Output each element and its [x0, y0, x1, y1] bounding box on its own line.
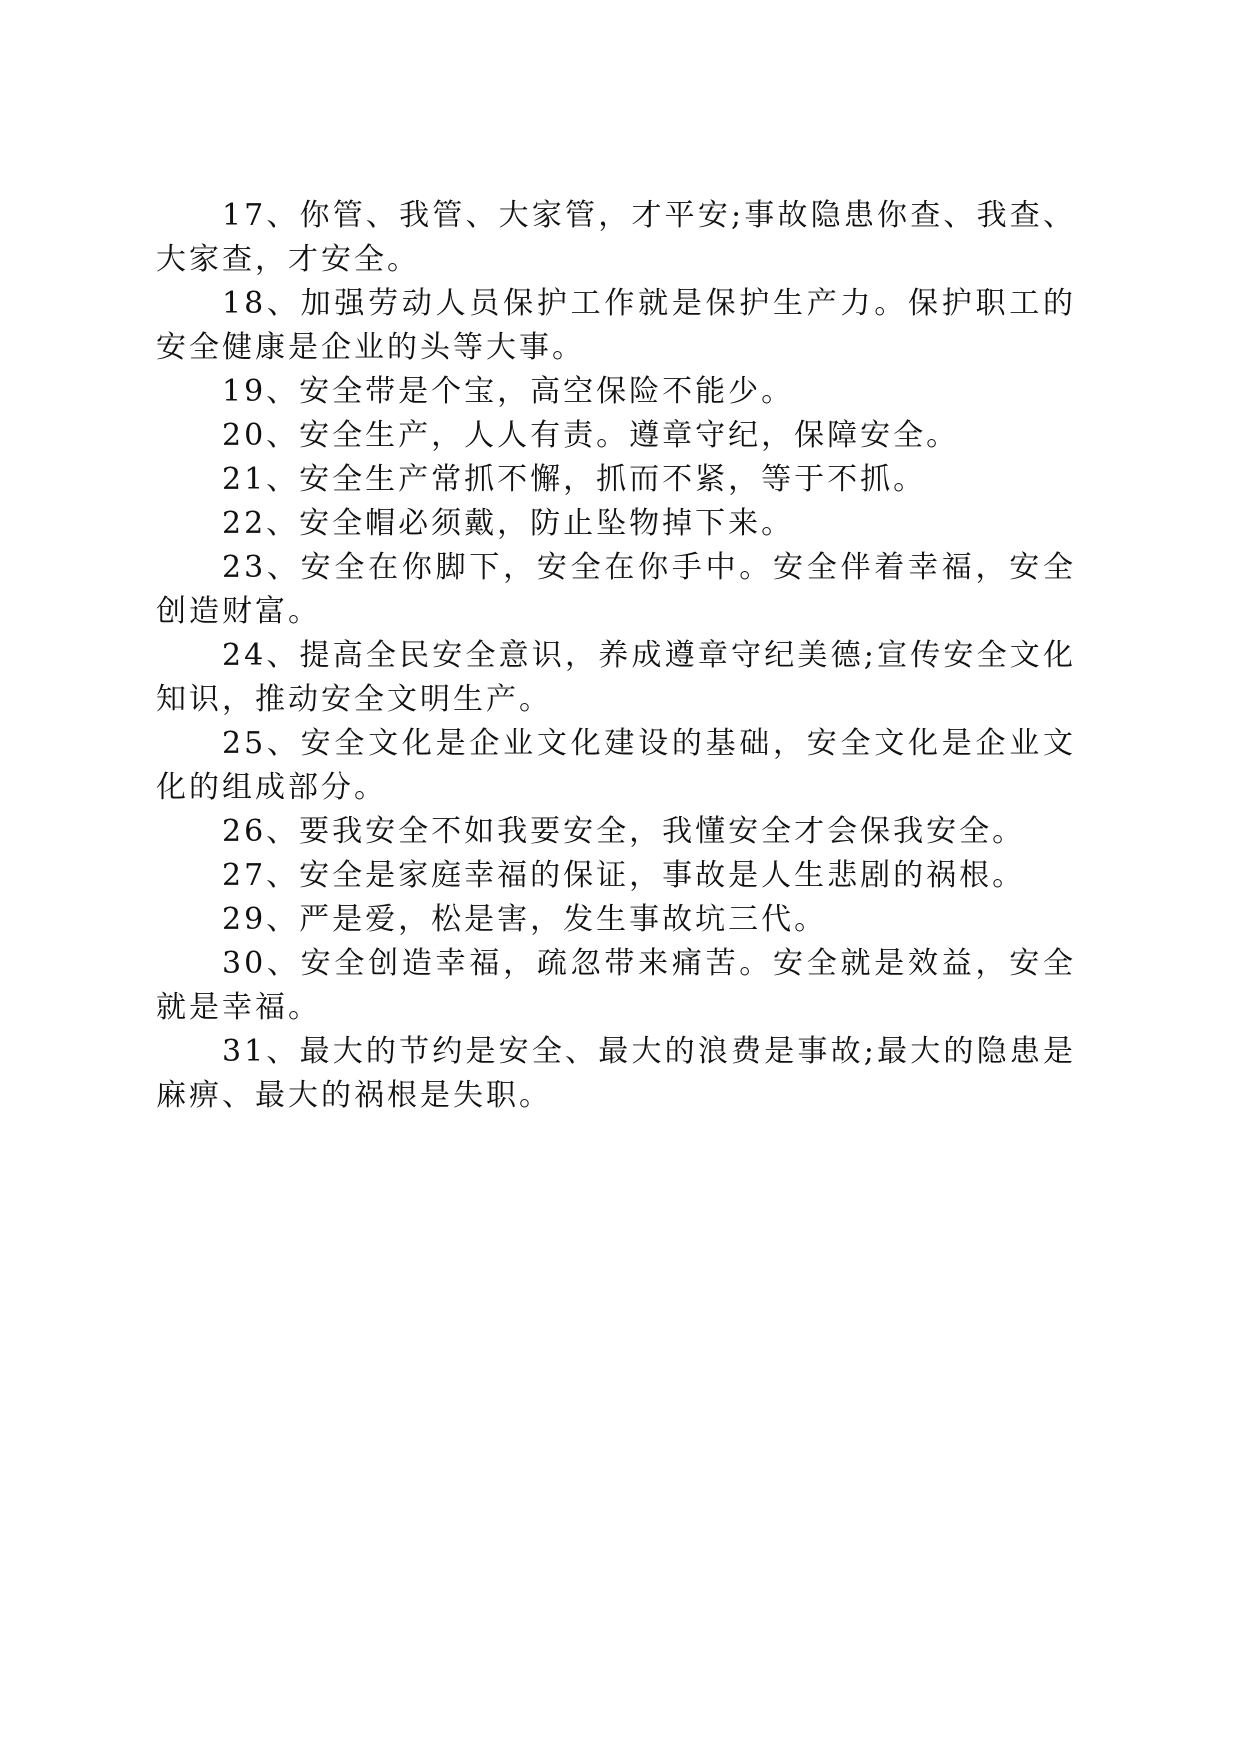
- paragraph-21: 21、安全生产常抓不懈，抓而不紧，等于不抓。: [222, 462, 927, 497]
- paragraph-19: 19、安全带是个宝，高空保险不能少。: [222, 374, 795, 409]
- document-body: [156, 194, 1076, 1118]
- paragraph-24: 24、提高全民安全意识，养成遵章守纪美德;宣传安全文化知识，推动安全文明生产。: [156, 638, 1076, 717]
- paragraph-27: 27、安全是家庭幸福的保证，事故是人生悲剧的祸根。: [222, 858, 1026, 893]
- paragraph-25: 25、安全文化是企业文化建设的基础，安全文化是企业文化的组成部分。: [156, 726, 1076, 805]
- paragraph-29: 29、严是爱，松是害，发生事故坑三代。: [222, 902, 828, 937]
- paragraph-30: 30、安全创造幸福，疏忽带来痛苦。安全就是效益，安全就是幸福。: [156, 946, 1076, 1025]
- paragraph-18: 18、加强劳动人员保护工作就是保护生产力。保护职工的安全健康是企业的头等大事。: [156, 286, 1076, 365]
- paragraph-26: 26、要我安全不如我要安全，我懂安全才会保我安全。: [222, 814, 1026, 849]
- paragraph-23: 23、安全在你脚下，安全在你手中。安全伴着幸福，安全创造财富。: [156, 550, 1076, 629]
- paragraph-17: 17、你管、我管、大家管，才平安;事故隐患你查、我查、大家查，才安全。: [156, 198, 1076, 277]
- paragraph-20: 20、安全生产，人人有责。遵章守纪，保障安全。: [222, 418, 960, 453]
- paragraph-31: 31、最大的节约是安全、最大的浪费是事故;最大的隐患是麻痹、最大的祸根是失职。: [156, 1034, 1076, 1113]
- paragraph-22: 22、安全帽必须戴，防止坠物掉下来。: [222, 506, 795, 541]
